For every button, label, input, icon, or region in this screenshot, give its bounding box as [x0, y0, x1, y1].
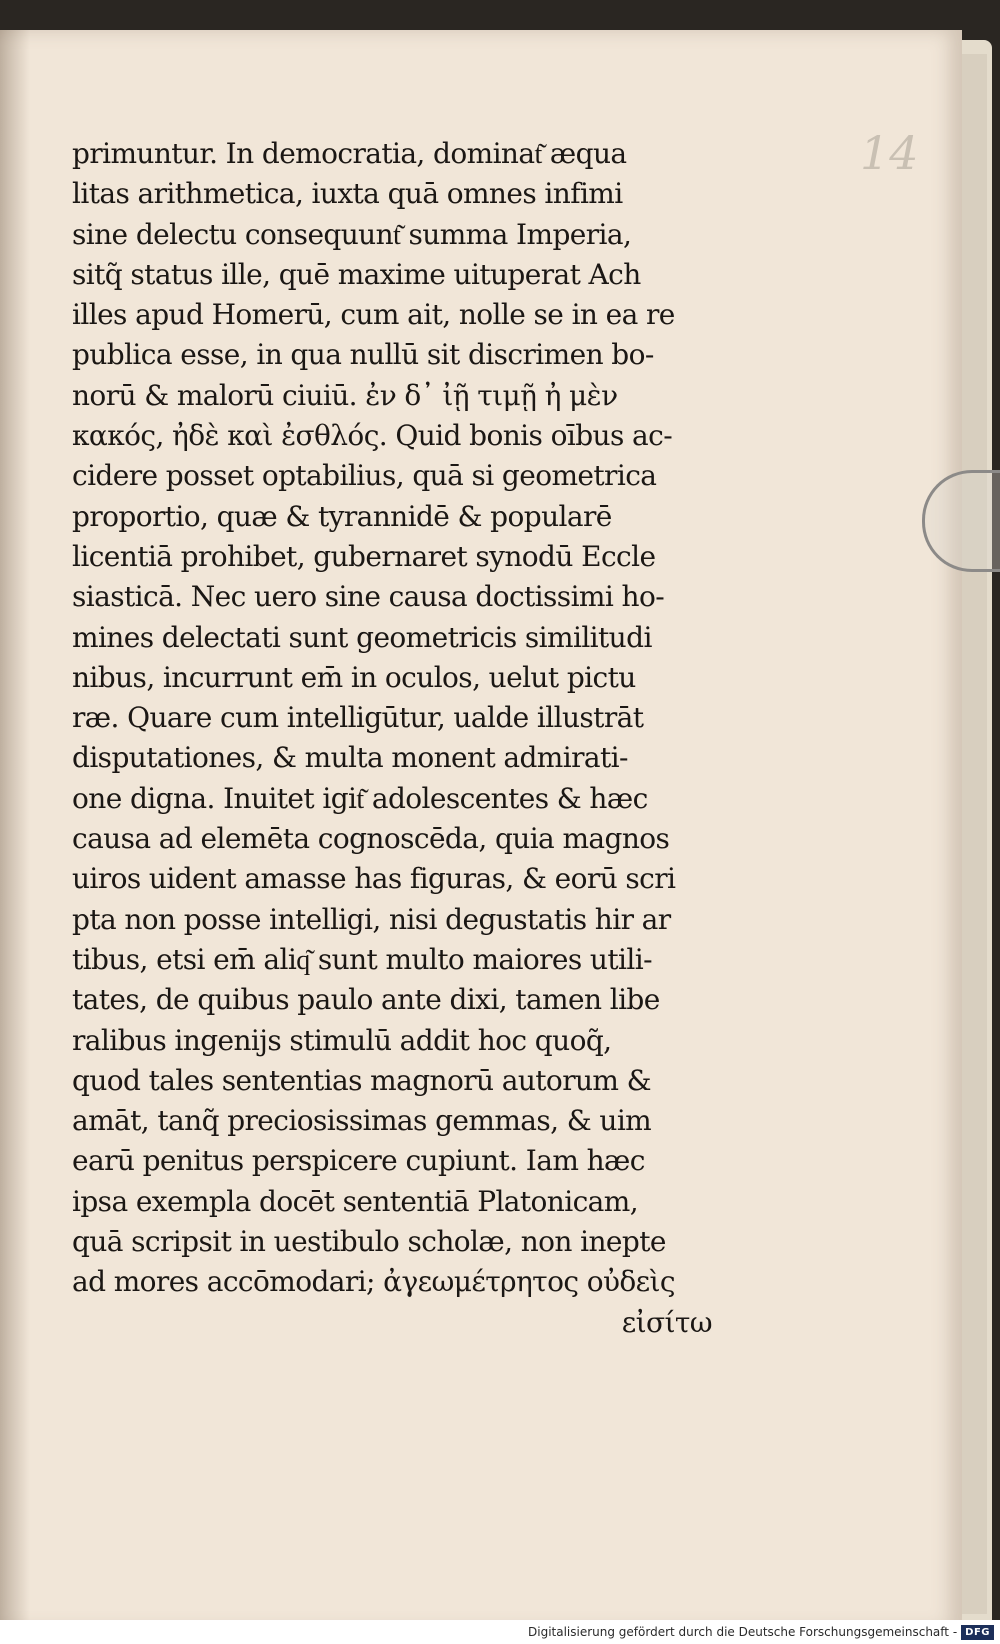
- text-line: uiros uident amasse has figuras, & eorū scri: [72, 862, 676, 896]
- text-line: ipsa exempla docēt sententiā Platonicam,: [72, 1184, 639, 1218]
- text-line: disputationes, & multa monent admirati-: [72, 741, 628, 775]
- book-page: [0, 30, 962, 1630]
- text-line: ræ. Quare cum intelligūtur, ualde illustrāt: [72, 701, 644, 735]
- text-line: licentiā prohibet, gubernaret synodū Eccle: [72, 539, 656, 573]
- text-line: sitq̃ status ille, quē maxime uituperat Ach: [72, 257, 641, 291]
- text-line: earū penitus perspicere cupiunt. Iam hæc: [72, 1144, 645, 1178]
- text-line-last: εἰσίτω: [621, 1305, 712, 1339]
- text-line: κακός, ἠδὲ καὶ ἐσθλός. Quid bonis oībus ac-: [72, 419, 673, 453]
- text-line: ad mores accōmodari; ἀγεωμέτρητος οὐδεὶς: [72, 1265, 676, 1299]
- text-line: tates, de quibus paulo ante dixi, tamen libe: [72, 983, 660, 1017]
- text-line: ralibus ingenijs stimulū addit hoc quoq̃,: [72, 1023, 612, 1057]
- text-line: sine delectu consequunt͂ summa Imperia,: [72, 217, 632, 251]
- text-line: quā scripsit in uestibulo scholæ, non inepte: [72, 1225, 666, 1259]
- text-line: norū & malorū ciuiū. ἐν δ᾽ ἰῇ τιμῇ ἠ μὲν: [72, 378, 618, 412]
- text-line: amāt, tanq̃ preciosissimas gemmas, & uim: [72, 1104, 652, 1138]
- text-line: illes apud Homerū, cum ait, nolle se in ea re: [72, 298, 675, 332]
- text-line: proportio, quæ & tyrannidē & popularē: [72, 499, 612, 533]
- dfg-logo: DFG: [961, 1625, 994, 1640]
- text-line: causa ad elemēta cognoscēda, quia magnos: [72, 822, 670, 856]
- text-line: litas arithmetica, iuxta quā omnes infimi: [72, 177, 623, 211]
- text-line: publica esse, in qua nullū sit discrimen bo-: [72, 338, 654, 372]
- text-line: mines delectati sunt geometricis similitudi: [72, 620, 652, 654]
- text-line: tibus, etsi em̄ aliq͂ sunt multo maiores utili-: [72, 942, 652, 976]
- text-line: cidere posset optabilius, quā si geometrica: [72, 459, 657, 493]
- footer-bar: [0, 1620, 1000, 1644]
- text-line: nibus, incurrunt em̄ in oculos, uelut pictu: [72, 660, 636, 694]
- text-line: one digna. Inuitet igit͂ adolescentes & hæc: [72, 781, 648, 815]
- funding-credit: Digitalisierung gefördert durch die Deutsche Forschungsgemeinschaft -: [528, 1625, 958, 1639]
- text-line: pta non posse intelligi, nisi degustatis hir ar: [72, 902, 671, 936]
- text-block: [72, 134, 712, 1343]
- text-line: quod tales sententias magnorū autorum &: [72, 1063, 651, 1097]
- gutter-shadow: [0, 30, 30, 1630]
- text-line: primuntur. In democratia, dominat͂ æqua: [72, 137, 627, 170]
- text-line: siasticā. Nec uero sine causa doctissimi ho-: [72, 580, 665, 614]
- folio-number: 14: [860, 126, 919, 180]
